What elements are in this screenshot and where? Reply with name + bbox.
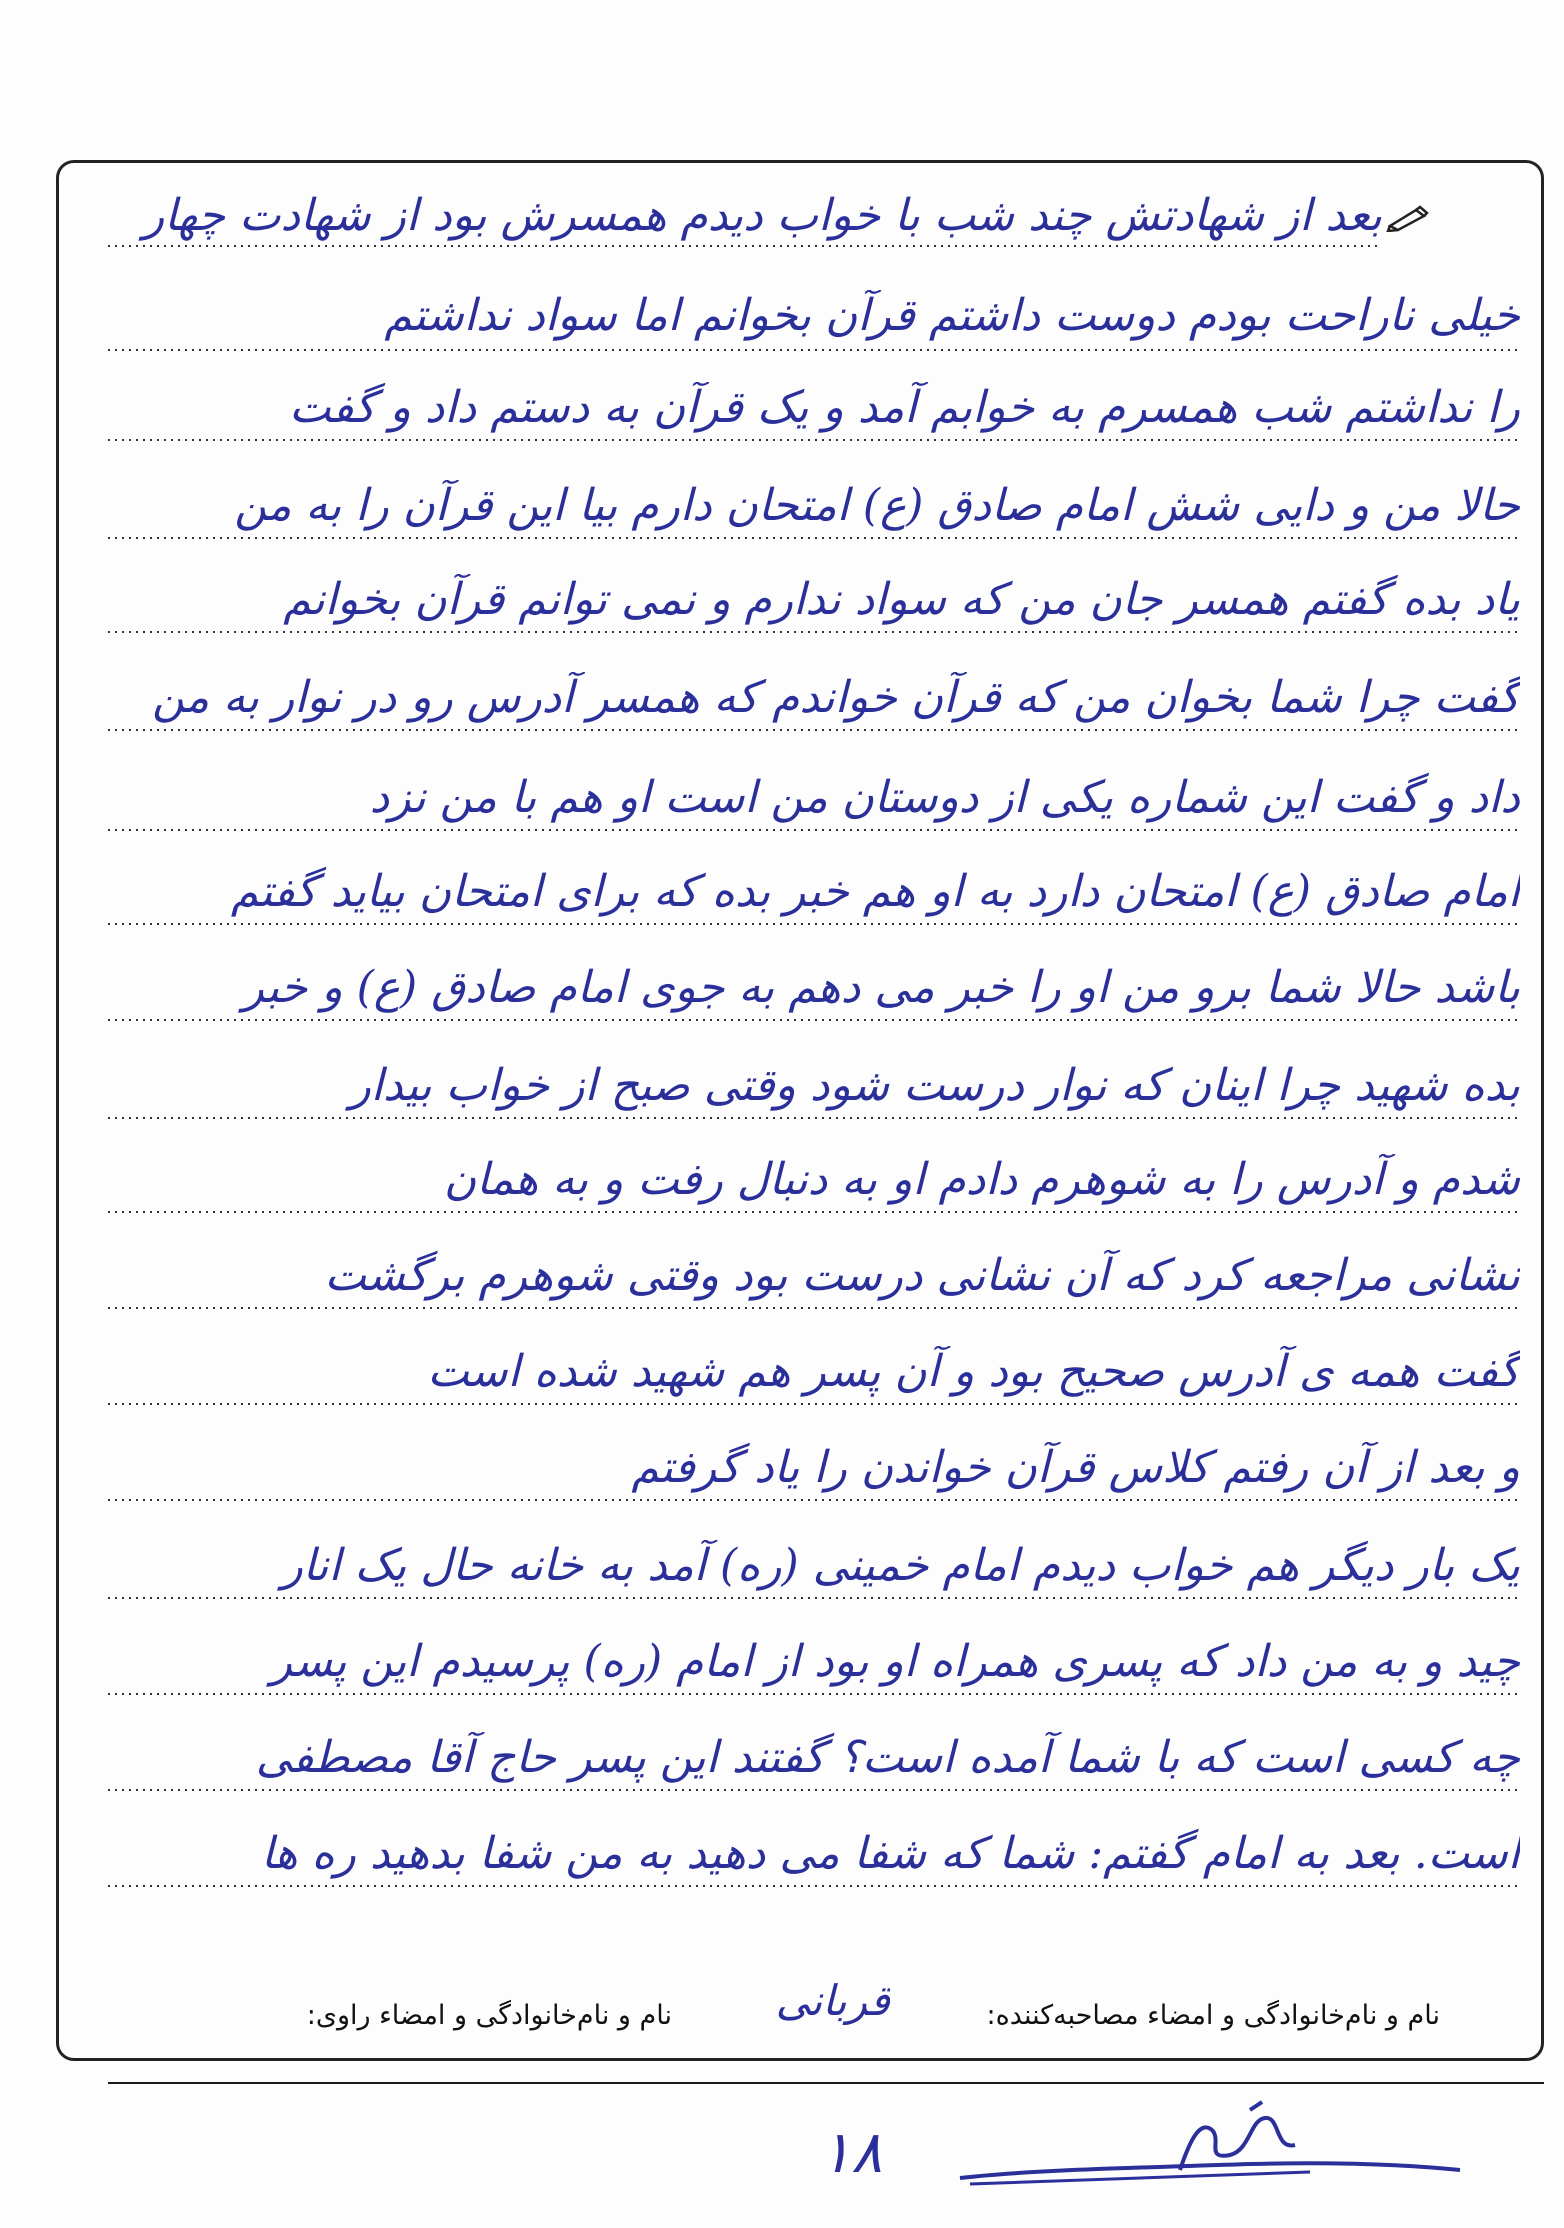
interviewer-signature: قربانی — [775, 1976, 890, 2025]
handwritten-line: نشانی مراجعه کرد که آن نشانی درست بود وقتی شوهرم برگشت — [324, 1250, 1520, 1301]
handwritten-line: یاد بده گفتم همسر جان من که سواد ندارم و نمی توانم قرآن بخوانم — [283, 574, 1520, 625]
handwritten-line: و بعد از آن رفتم کلاس قرآن خواندن را یاد گرفتم — [631, 1442, 1520, 1493]
handwritten-line: بعد از شهادتش چند شب با خواب دیدم همسرش بود از شهادت چهار — [142, 190, 1382, 241]
handwritten-line: را نداشتم شب همسرم به خوابم آمد و یک قرآن به دستم داد و گفت — [289, 382, 1520, 433]
pencil-icon — [1386, 204, 1430, 232]
handwritten-line: چید و به من داد که پسری همراه او بود از امام (ره) پرسیدم این پسر — [270, 1636, 1520, 1687]
interviewer-label: نام و نام‌خانوادگی و امضاء مصاحبه‌کننده: — [986, 2000, 1440, 2031]
page-number: ۱۸ — [820, 2118, 883, 2186]
handwritten-line: حالا من و دایی شش امام صادق (ع) امتحان دارم بیا این قرآن را به من — [234, 480, 1520, 531]
footer-divider — [108, 2082, 1544, 2084]
handwritten-line: خیلی ناراحت بودم دوست داشتم قرآن بخوانم اما سواد نداشتم — [384, 290, 1520, 341]
handwritten-line: گفت چرا شما بخوان من که قرآن خواندم که همسر آدرس رو در نوار به من — [152, 672, 1520, 723]
handwritten-line: گفت همه ی آدرس صحیح بود و آن پسر هم شهید شده است — [427, 1346, 1520, 1397]
signature-scribble — [950, 2100, 1470, 2210]
handwritten-line: چه کسی است که با شما آمده است؟ گفتند این پسر حاج آقا مصطفی — [255, 1732, 1520, 1783]
narrator-label: نام و نام‌خانوادگی و امضاء راوی: — [306, 2000, 672, 2031]
handwritten-line: شدم و آدرس را به شوهرم دادم او به دنبال رفت و به همان — [443, 1154, 1520, 1205]
handwritten-line: است. بعد به امام گفتم: شما که شفا می دهید به من شفا بدهید ره ها — [261, 1828, 1520, 1879]
handwritten-line: داد و گفت این شماره یکی از دوستان من است او هم با من نزد — [369, 772, 1520, 823]
handwritten-line: بده شهید چرا اینان که نوار درست شود وقتی صبح از خواب بیدار — [349, 1060, 1520, 1111]
handwritten-line: باشد حالا شما برو من او را خبر می دهم به جوی امام صادق (ع) و خبر — [242, 962, 1520, 1013]
handwritten-line: یک بار دیگر هم خواب دیدم امام خمینی (ره) آمد به خانه حال یک انار — [281, 1540, 1520, 1591]
handwritten-line: امام صادق (ع) امتحان دارد به او هم خبر بده که برای امتحان بیاید گفتم — [230, 866, 1520, 917]
